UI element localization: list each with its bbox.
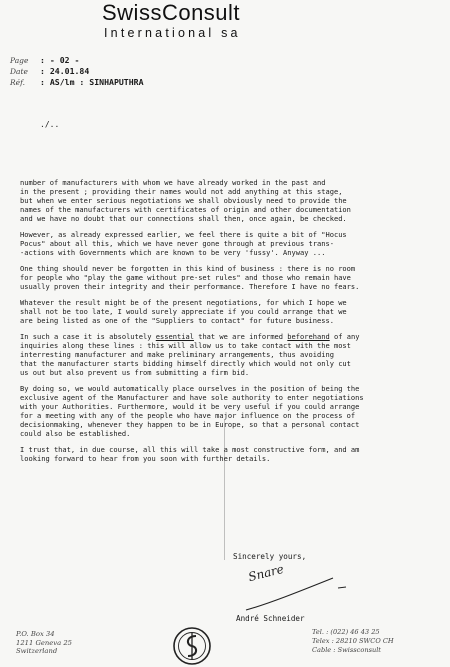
letter-body xyxy=(20,178,438,470)
text-line: decisionmaking, whenever they happen to be in Europe, so that a personal contact xyxy=(20,420,360,429)
telex-line: Telex : 28210 SWCO CH xyxy=(312,636,394,645)
address-line: Switzerland xyxy=(16,647,58,656)
paragraph-7 xyxy=(20,445,438,463)
text-line: Whatever the result might be of the present negotiations, for which I hope we xyxy=(20,298,347,307)
contact-details xyxy=(312,628,394,654)
text-line: I trust that, in due course, all this will take a most constructive form, and am xyxy=(20,445,360,454)
paragraph-2 xyxy=(20,230,438,257)
postal-address xyxy=(16,630,72,656)
text-line: could also be established. xyxy=(20,429,131,438)
text-line: inquiries along these lines : this will allow us to take contact with the most xyxy=(20,341,351,350)
underlined-beforehand: beforehand xyxy=(287,332,330,341)
paragraph-6 xyxy=(20,384,438,438)
text-line: looking forward to hear from you soon with further details. xyxy=(20,454,271,463)
date-line xyxy=(10,66,89,76)
telephone-line: Tel. : (022) 46 43 25 xyxy=(312,628,380,636)
text-line: However, as already expressed earlier, we feel there is quite a bit of "Hocus xyxy=(20,230,347,239)
text-line: shall not be too late, I would surely appreciate if you could arrange that we xyxy=(20,307,347,316)
address-line: P.O. Box 34 xyxy=(16,630,55,638)
text-line: number of manufacturers with whom we have already worked in the past and xyxy=(20,178,326,187)
text-line: with your Authorities. Furthermore, would it be very useful if you could arrange xyxy=(20,402,360,411)
company-subtitle: International sa xyxy=(104,26,241,40)
text-line: are being listed as one of the "Suppliers to contact" for future business. xyxy=(20,316,334,325)
closing-salutation: Sincerely yours, xyxy=(233,552,307,561)
page-value: : - 02 - xyxy=(40,55,80,65)
underlined-essential: essential xyxy=(155,332,194,341)
text-line: that the manufacturer starts bidding himself directly which would not only cut xyxy=(20,359,351,368)
page-label: Page xyxy=(10,56,29,65)
text-line: interresting manufacturer and make preliminary arrangements, thus avoiding xyxy=(20,350,334,359)
company-seal-icon xyxy=(172,626,212,666)
text-segment: that we are informed xyxy=(193,332,288,341)
text-segment: In such a case it is absolutely xyxy=(20,332,156,341)
text-line: and we have no doubt that our connections shall then, once again, be checked. xyxy=(20,214,347,223)
date-label: Date xyxy=(10,67,28,76)
company-logo: SwissConsult xyxy=(102,0,241,25)
text-line: for a meeting with any of the people who have major influence on the process of xyxy=(20,411,356,420)
text-line: Pocus" about all this, which we have never gone through at previous trans- xyxy=(20,239,334,248)
ref-value: : AS/lm : SINHAPUTHRA xyxy=(40,77,144,87)
paragraph-4 xyxy=(20,298,438,325)
signer-name: André Schneider xyxy=(236,614,305,623)
text-line: us out but also prevent us from submitting a firm bid. xyxy=(20,368,250,377)
text-line: in the present ; providing their names would not add anything at this stage, xyxy=(20,187,343,196)
handwritten-signature: Snare xyxy=(246,561,286,585)
address-line: 1211 Geneva 25 xyxy=(16,638,73,647)
text-line: names of the manufacturers with certificates of origin and other documentation xyxy=(20,205,351,214)
date-value: : 24.01.84 xyxy=(40,66,90,76)
text-line: but when we enter serious negotiations we shall obviously need to provide the xyxy=(20,196,347,205)
text-line: By doing so, we would automatically place ourselves in the position of being the xyxy=(20,384,360,393)
text-line: exclusive agent of the Manufacturer and have sole authority to enter negotiations xyxy=(20,393,364,402)
paragraph-3 xyxy=(20,264,438,291)
paragraph-1 xyxy=(20,178,438,223)
text-line: usually proven their integrity and their performance. Therefore I have no fears. xyxy=(20,282,360,291)
text-line: -actions with Governments which are known to be very 'fussy'. Anyway ... xyxy=(20,248,326,257)
text-line: One thing should never be forgotten in this kind of business : there is no room xyxy=(20,264,356,273)
reference-line xyxy=(10,77,144,87)
continuation-mark: ./.. xyxy=(40,120,60,129)
cable-line: Cable : Swissconsult xyxy=(312,645,381,654)
text-line: for people who "play the game without pre-set rules" and those who remain have xyxy=(20,273,351,282)
ref-label: Réf. xyxy=(10,78,25,87)
text-segment: of any xyxy=(329,332,360,341)
paragraph-5 xyxy=(20,332,438,377)
page-number-line xyxy=(10,55,79,65)
